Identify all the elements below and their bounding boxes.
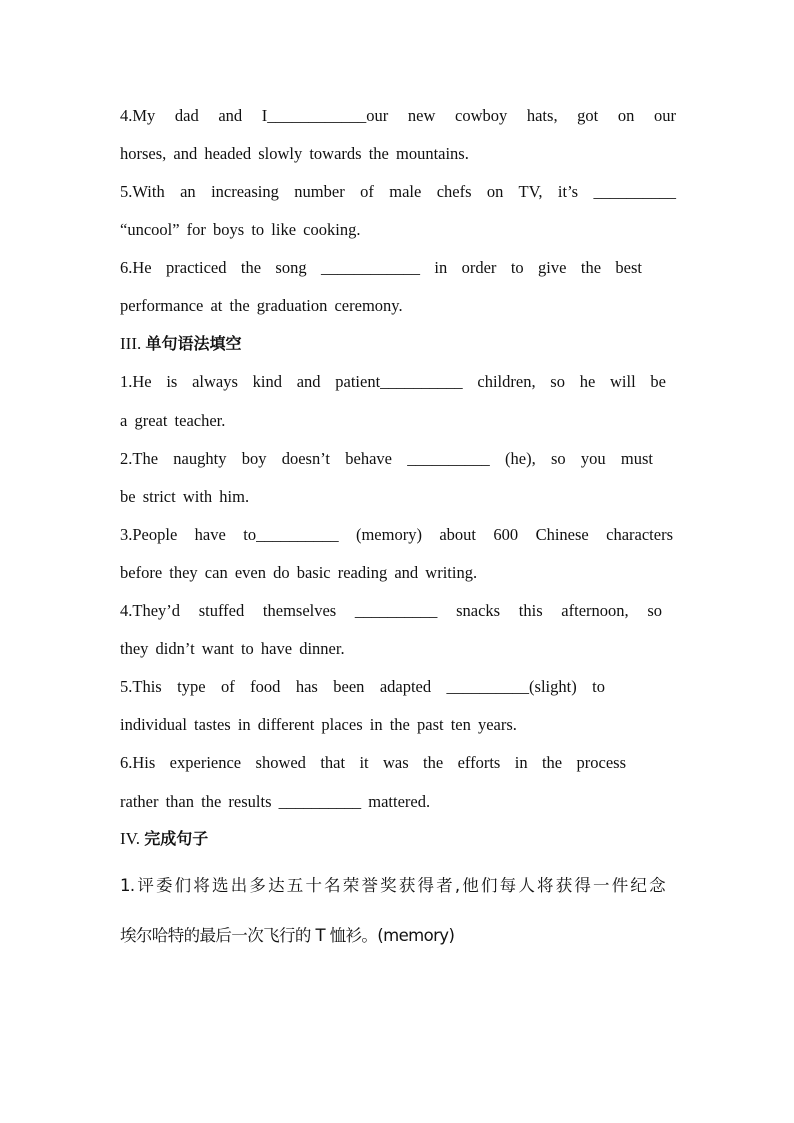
section3-numeral: III.	[120, 334, 142, 353]
section4-heading	[120, 828, 208, 850]
s3-q1-line1: 1.He is always kind and patient__________ children, so he will be	[120, 372, 666, 391]
s3-q5-line2: individual tastes in different places in the past ten years.	[120, 715, 517, 734]
s3-q2-line1: 2.The naughty boy doesn’t behave __________ (he), so you must	[120, 449, 653, 468]
s2-q4-line2: horses, and headed slowly towards the mountains.	[120, 144, 469, 163]
s4-q1-line1: 1.评委们将选出多达五十名荣誉奖获得者,他们每人将获得一件纪念	[120, 876, 665, 895]
s3-q3-line2: before they can even do basic reading and writing.	[120, 563, 478, 582]
s3-q4-line1: 4.They’d stuffed themselves __________ snacks this afternoon, so	[120, 601, 662, 620]
s3-q3-line1: 3.People have to__________ (memory) about 600 Chinese characters	[120, 525, 673, 544]
s2-q5-line2: “uncool” for boys to like cooking.	[120, 220, 361, 239]
section4-title: 完成句子	[144, 829, 209, 848]
s2-q6-line2: performance at the graduation ceremony.	[120, 296, 403, 315]
s3-q4-line2: they didn’t want to have dinner.	[120, 639, 345, 658]
s3-q6-line1: 6.His experience showed that it was the efforts in the process	[120, 753, 626, 772]
s3-q1-line2: a great teacher.	[120, 411, 226, 430]
section4-numeral: IV.	[120, 829, 140, 848]
s3-q5-line1: 5.This type of food has been adapted __________(slight) to	[120, 677, 605, 696]
s4-q1-line2: 埃尔哈特的最后一次飞行的 T 恤衫。(memory)	[120, 926, 455, 945]
section3-title: 单句语法填空	[145, 334, 242, 353]
s2-q5-line1: 5.With an increasing number of male chefs on TV, it’s __________	[120, 182, 676, 201]
s3-q6-line2: rather than the results __________ mattered.	[120, 792, 431, 811]
section3-heading	[120, 333, 242, 355]
s2-q6-line1: 6.He practiced the song ____________ in order to give the best	[120, 258, 642, 277]
s2-q4-line1: 4.My dad and I____________our new cowboy hats, got on our	[120, 106, 676, 125]
s3-q2-line2: be strict with him.	[120, 487, 250, 506]
